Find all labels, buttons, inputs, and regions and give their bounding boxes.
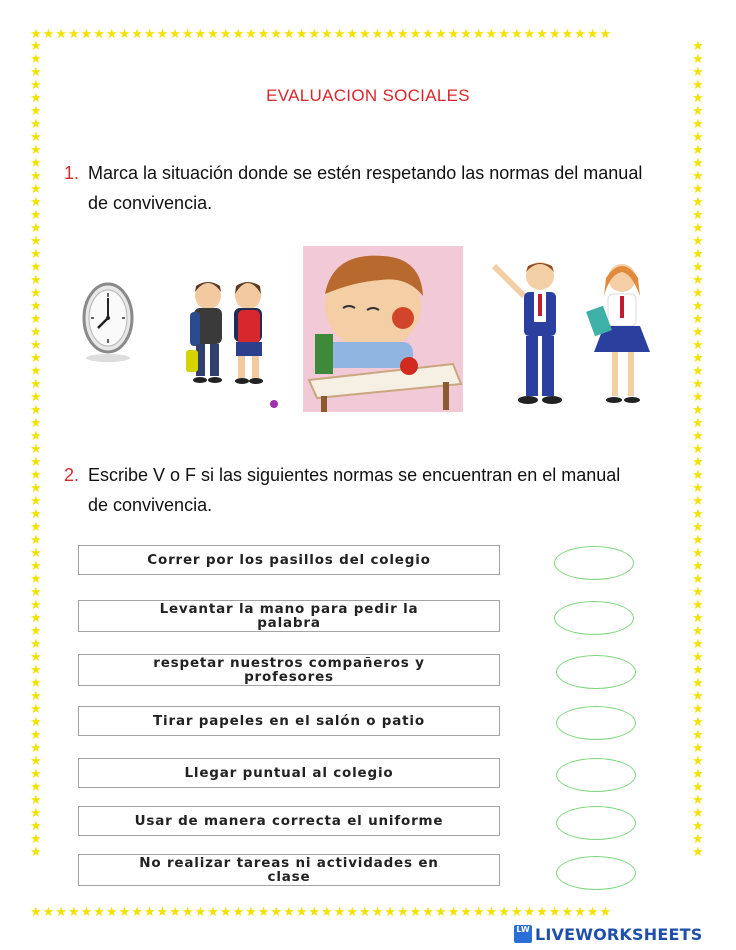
statement-box xyxy=(78,758,500,788)
statement-box xyxy=(78,806,500,836)
statement-box xyxy=(78,545,500,575)
question-2-number: 2. xyxy=(64,465,80,485)
star-border-bottom: ★★★★★★★★★★★★★★★★★★★★★★★★★★★★★★★★★★★★★★★★★★★★★★ xyxy=(30,906,613,919)
question-1-text-line1: Marca la situación donde se estén respetando las normas del manual xyxy=(88,163,643,183)
statement-box xyxy=(78,854,500,886)
question-2-text-line1: Escribe V o F si las siguientes normas se encuentran en el manual xyxy=(88,465,621,485)
statement-box xyxy=(78,706,500,736)
star-border-top: ★★★★★★★★★★★★★★★★★★★★★★★★★★★★★★★★★★★★★★★★★★★★★★ xyxy=(30,28,613,41)
child-eating-image[interactable] xyxy=(303,246,463,412)
statement-box xyxy=(78,600,500,632)
statement-text: Levantar la mano para pedir la xyxy=(159,601,419,617)
liveworksheets-logo-icon: LW xyxy=(514,925,532,943)
question-2 xyxy=(64,460,694,520)
statement-text: Usar de manera correcta el uniforme xyxy=(134,813,444,829)
answer-oval[interactable] xyxy=(554,546,634,580)
statement-text-line2: clase xyxy=(267,869,311,885)
statement-text-line2: palabra xyxy=(257,615,321,631)
statement-text: respetar nuestros compañeros y xyxy=(153,655,425,671)
page-title: EVALUACION SOCIALES xyxy=(266,86,470,105)
question-1-number: 1. xyxy=(64,163,80,183)
question-2-text-line2: de convivencia. xyxy=(88,495,213,515)
answer-oval[interactable] xyxy=(556,758,636,792)
question-1 xyxy=(64,158,694,218)
students-backpacks-image[interactable] xyxy=(180,268,280,410)
answer-oval[interactable] xyxy=(556,806,636,840)
statement-box xyxy=(78,654,500,686)
statement-text-line2: profesores xyxy=(244,669,334,685)
answer-oval[interactable] xyxy=(556,655,636,689)
clock-image[interactable] xyxy=(80,276,136,364)
brand-name: LIVEWORKSHEETS xyxy=(535,924,703,944)
answer-oval[interactable] xyxy=(556,706,636,740)
star-border-left: ★★★★★★★★★★★★★★★★★★★★★★★★★★★★★★★★★★★★★★★★★★★★★★★★★★★★★★★★★★★★★★★ xyxy=(30,40,43,860)
liveworksheets-brand[interactable] xyxy=(514,922,702,946)
statement-text: Tirar papeles en el salón o patio xyxy=(153,713,425,729)
statement-text: Llegar puntual al colegio xyxy=(184,765,394,781)
answer-oval[interactable] xyxy=(554,601,634,635)
uniform-students-image[interactable] xyxy=(484,256,666,408)
answer-oval[interactable] xyxy=(556,856,636,890)
statement-text: Correr por los pasillos del colegio xyxy=(147,552,431,568)
question-1-text-line2: de convivencia. xyxy=(88,193,213,213)
statement-text: No realizar tareas ni actividades en xyxy=(139,855,439,871)
star-border-right: ★★★★★★★★★★★★★★★★★★★★★★★★★★★★★★★★★★★★★★★★★★★★★★★★★★★★★★★★★★★★★★★ xyxy=(692,40,705,860)
